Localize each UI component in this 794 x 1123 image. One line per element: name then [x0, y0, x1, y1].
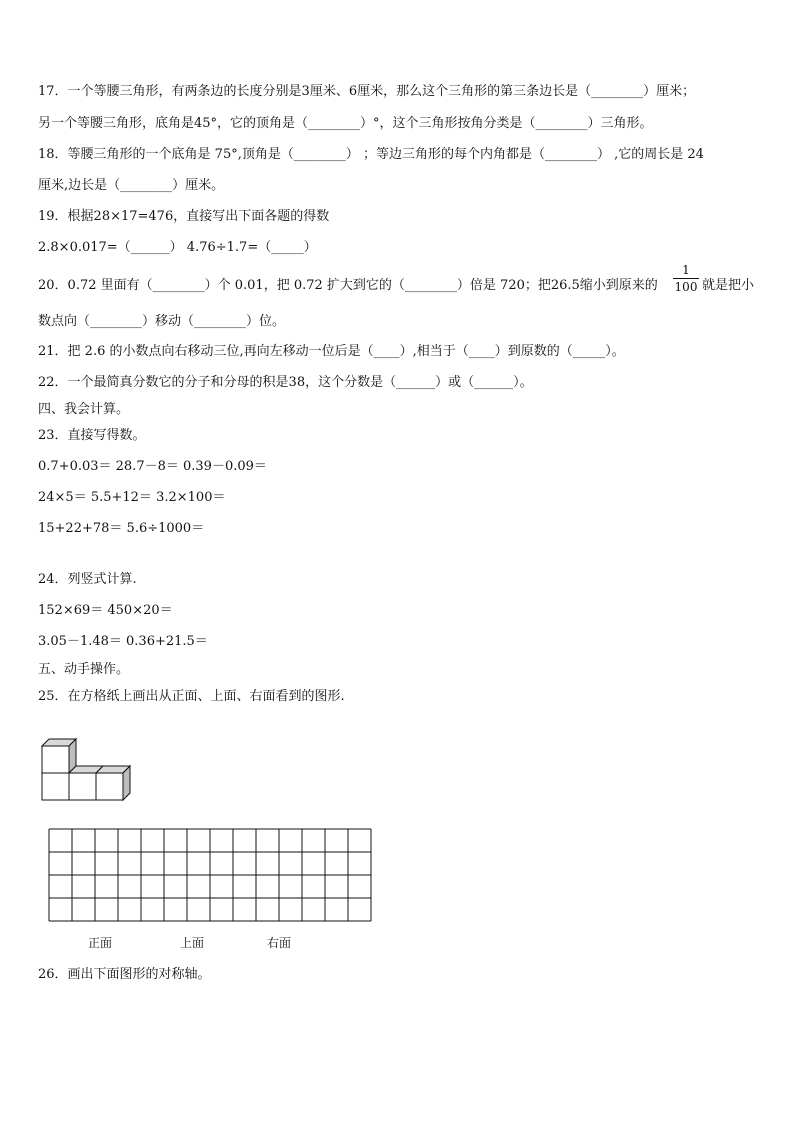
q24-row2: 3.05－1.48＝ 0.36+21.5＝ — [38, 634, 208, 649]
q22-line: 22．一个最简真分数它的分子和分母的积是38，这个分数是（______）或（______）。 — [38, 375, 533, 390]
grid-paper[interactable] — [49, 829, 371, 921]
q21-line: 21．把 2.6 的小数点向右移动三位,再向左移动一位后是（____）,相当于（____）到原数的（_____）。 — [38, 344, 625, 359]
q18-line2: 厘米,边长是（________）厘米。 — [38, 178, 225, 193]
q23-row1: 0.7+0.03＝ 28.7－8＝ 0.39－0.09＝ — [38, 459, 267, 474]
q20-line1-tail: 就是把小 — [702, 278, 755, 293]
label-front-view: 正面 — [88, 936, 113, 950]
q20-line1: 20．0.72 里面有（________）个 0.01，把 0.72 扩大到它的（________）倍是 720；把26.5缩小到原来的 — [38, 278, 658, 293]
q17-line2: 另一个等腰三角形，底角是45°，它的顶角是（________）°，这个三角形按角分类是（________）三角形。 — [38, 116, 653, 131]
q19-line1: 19．根据28×17=476，直接写出下面各题的得数 — [38, 209, 330, 224]
fraction-numerator: 1 — [682, 263, 690, 277]
label-top-view: 上面 — [180, 936, 205, 950]
fraction-denominator: 100 — [674, 280, 698, 294]
q24-row1: 152×69＝ 450×20＝ — [38, 603, 173, 618]
q23-row2: 24×5＝ 5.5+12＝ 3.2×100＝ — [38, 490, 226, 505]
q23-title: 23．直接写得数。 — [38, 428, 146, 443]
q18-line1: 18．等腰三角形的一个底角是 75°,顶角是（________） ；等边三角形的每个内角都是（________） ,它的周长是 24 — [38, 147, 704, 162]
label-right-view: 右面 — [267, 936, 292, 950]
q17-line1: 17．一个等腰三角形，有两条边的长度分别是3厘米、6厘米，那么这个三角形的第三条边长是（________）厘米； — [38, 84, 696, 99]
section-5-heading: 五、动手操作。 — [38, 662, 130, 677]
section-4-heading: 四、我会计算。 — [38, 402, 130, 417]
q20-line2: 数点向（________）移动（________）位。 — [38, 314, 286, 329]
q23-row3: 15+22+78＝ 5.6÷1000＝ — [38, 521, 205, 536]
q25-title: 25．在方格纸上画出从正面、上面、右面看到的图形. — [38, 689, 345, 704]
q24-title: 24．列竖式计算. — [38, 572, 137, 587]
q19-line2: 2.8×0.017=（______） 4.76÷1.7=（_____） — [38, 240, 317, 255]
q26-title: 26．画出下面图形的对称轴。 — [38, 967, 211, 982]
